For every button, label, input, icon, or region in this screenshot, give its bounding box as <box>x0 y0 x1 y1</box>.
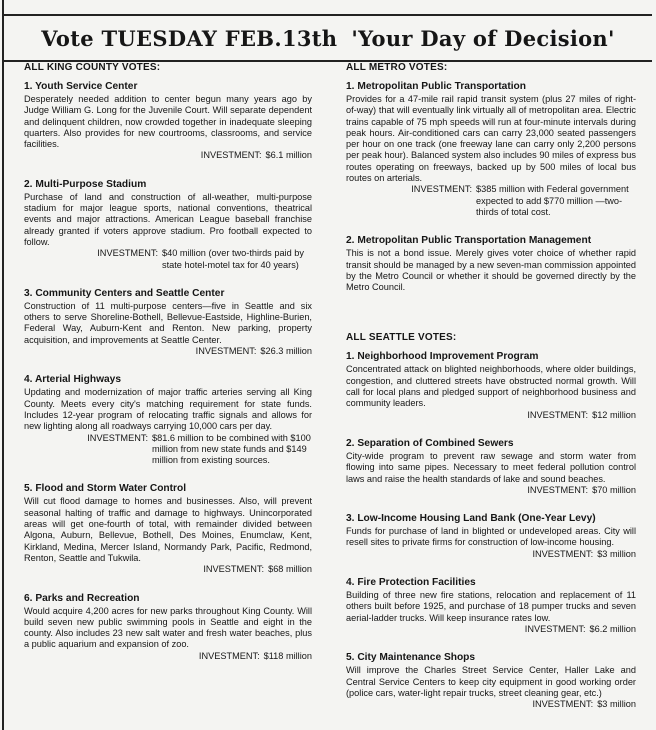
metro-seattle-column <box>346 62 636 727</box>
measure-parks-recreation <box>24 593 312 662</box>
measure-description: Will cut flood damage to homes and businesses. Also, will prevent seasonal halting of traffic and damage to highways. Unincorporated areas will get one-fourth of total, with remainder divided between Algona, Auburn, Bellevue, Bothell, Des Moines, Enumclaw, Kent, Kirkland, Medina, Mercer Island, Normandy Park, Pacific, Redmond, Renton, Seattle and Tukwila. <box>24 496 312 563</box>
measure-description: Construction of 11 multi-purpose centers—five in Seattle and six others to serve Shoreline-Bothell, Bellevue-Eastside, Highline-Burien, Federal Way, Auburn-Kent and Renton. New parking, property acquisition, and improvements at Seattle Center. <box>24 300 312 345</box>
investment-label: INVESTMENT: <box>532 548 594 559</box>
seattle-heading: ALL SEATTLE VOTES: <box>346 332 457 344</box>
investment-line <box>346 699 636 710</box>
investment-label: INVESTMENT: <box>527 484 589 495</box>
metro-heading: ALL METRO VOTES: <box>346 62 448 73</box>
investment-value: $385 million with Federal government expected to add $770 million —two-thirds of total cost. <box>476 184 629 217</box>
measure-city-maintenance-shops <box>346 652 636 710</box>
measure-combined-sewers <box>346 438 636 496</box>
measure-title: 2. Metropolitan Public Transportation Management <box>346 235 592 247</box>
banner-slogan: 'Your Day of Decision' <box>351 25 615 51</box>
measure-description: This is not a bond issue. Merely gives voter choice of whether rapid transit should be managed by a new seven-man commission appointed by the Metro Council or whether it should be governed directly by the Metro Council. <box>346 248 636 293</box>
investment-line <box>24 346 312 357</box>
measure-description: Purchase of land and construction of all-weather, multi-purpose stadium for major league sports, national conventions, theatrical events and major attractions. American League baseball franchise already granted if voters approve stadium. Pro football expected to follow. <box>24 191 312 247</box>
banner-date: Vote TUESDAY FEB.13th <box>41 25 338 51</box>
measure-metro-management <box>346 235 636 293</box>
measure-title: 5. City Maintenance Shops <box>346 652 476 664</box>
investment-label: INVESTMENT: <box>195 346 257 357</box>
investment-value: $3 million <box>597 699 636 710</box>
investment-line <box>346 410 636 421</box>
measure-title: 1. Neighborhood Improvement Program <box>346 351 539 363</box>
investment-label: INVESTMENT: <box>524 623 586 634</box>
investment-label: INVESTMENT: <box>97 248 158 259</box>
measure-metro-transportation <box>346 81 636 218</box>
measure-description: Concentrated attack on blighted neighborhoods, where older buildings, congestion, and cluttered streets have obstructed normal growth. Will call for local plans and pledged support of neighborhood business and community leaders. <box>346 364 636 409</box>
investment-value: $6.1 million <box>265 150 312 161</box>
measure-neighborhood-improvement <box>346 351 636 420</box>
investment-line <box>346 485 636 496</box>
investment-line <box>346 624 636 635</box>
investment-label: INVESTMENT: <box>532 699 594 710</box>
investment-line <box>24 651 312 662</box>
measure-flood-storm-water <box>24 483 312 575</box>
measure-fire-protection <box>346 577 636 635</box>
investment-label: INVESTMENT: <box>200 150 262 161</box>
investment-label: INVESTMENT: <box>198 650 260 661</box>
measure-title: 2. Multi-Purpose Stadium <box>24 178 147 190</box>
investment-line <box>24 248 312 271</box>
measure-title: 4. Fire Protection Facilities <box>346 577 476 589</box>
measure-title: 6. Parks and Recreation <box>24 592 140 604</box>
investment-value: $12 million <box>592 409 636 420</box>
investment-line <box>346 549 636 560</box>
measure-community-centers <box>24 288 312 357</box>
investment-line <box>24 433 312 467</box>
investment-value: $81.6 million to be combined with $100 million from new state funds and $149 million from existing sources. <box>152 432 311 466</box>
investment-line <box>24 150 312 161</box>
investment-value: $70 million <box>592 484 636 495</box>
measure-arterial-highways <box>24 374 312 466</box>
investment-label: INVESTMENT: <box>87 432 148 443</box>
measure-title: 4. Arterial Highways <box>24 374 122 386</box>
investment-line <box>346 184 636 218</box>
measure-description: Would acquire 4,200 acres for new parks throughout King County. Will build seven new public swimming pools in Seattle and eight in the county. Also includes 23 new salt water and fresh water beaches, plus a public aquarium and expansion of zoo. <box>24 605 312 650</box>
measure-title: 1. Youth Service Center <box>24 81 138 92</box>
measure-multi-purpose-stadium <box>24 179 312 271</box>
investment-value: $3 million <box>597 548 636 559</box>
investment-label: INVESTMENT: <box>527 409 589 420</box>
measure-description: Updating and modernization of major traffic arteries serving all King County. Meets every city's matching requirement for state funds. Includes 12-year program of relocating traffic signals and allows for new lighting along all roadways carrying 10,000 cars per day. <box>24 387 312 432</box>
measure-description: Provides for a 47-mile rail rapid transit system (plus 27 miles of right-of-way) that will eventually link virtually all of metropolitan area. Electric trains capable of 75 mph speeds will run at four-minute intervals during peak hours. Air-conditioned cars can carry 23,000 seated passengers per hour on one track (one freeway lane can carry only 2,200 persons per peak hour). Balanced system also includes 90 miles of express bus routes operating on freeways, backed up by 500 miles of local bus routes on arterials. <box>346 94 636 184</box>
investment-value: $40 million (over two-thirds paid by state hotel-motel tax for 40 years) <box>162 248 304 270</box>
measure-description: Will improve the Charles Street Service Center, Haller Lake and Central Service Centers to keep city equipment in good working order (police cars, water-light repair trucks, street cleaning gear, etc.) <box>346 665 636 698</box>
measure-housing-land-bank <box>346 513 636 560</box>
measure-description: Building of three new fire stations, relocation and replacement of 11 others built before 1925, and purchase of 18 pumper trucks and seven aerial-ladder trucks. Will keep insurance rates low. <box>346 590 636 623</box>
measure-title: 2. Separation of Combined Sewers <box>346 437 514 449</box>
investment-line <box>24 564 312 575</box>
measure-title: 3. Community Centers and Seattle Center <box>24 287 225 299</box>
king-county-heading: ALL KING COUNTY VOTES: <box>24 62 161 73</box>
investment-value: $68 million <box>268 564 312 575</box>
investment-value: $6.2 million <box>589 623 636 634</box>
investment-value: $118 million <box>263 650 312 661</box>
measure-description: Funds for purchase of land in blighted or undeveloped areas. City will resell sites to private firms for construction of low-income housing. <box>346 526 636 548</box>
measure-description: Desperately needed addition to center begun many years ago by Judge William G. Long for the Juvenile Court. Will separate dependent and delinquent children, now crowded together in inadequate sleeping quarters. Also provides for new courtrooms, classrooms, and service facilities. <box>24 94 312 150</box>
investment-label: INVESTMENT: <box>203 564 265 575</box>
king-county-column <box>24 62 312 679</box>
investment-value: $26.3 million <box>260 346 312 357</box>
measure-description: City-wide program to prevent raw sewage and storm water from flowing into same pipes. Necessary to meet federal pollution control laws and raise the health standards of lake and sound beaches. <box>346 450 636 484</box>
measure-title: 1. Metropolitan Public Transportation <box>346 81 526 92</box>
banner <box>4 14 652 62</box>
measure-youth-service-center <box>24 81 312 162</box>
measure-title: 5. Flood and Storm Water Control <box>24 483 187 495</box>
investment-label: INVESTMENT: <box>411 184 472 195</box>
measure-title: 3. Low-Income Housing Land Bank (One-Year Levy) <box>346 513 596 525</box>
